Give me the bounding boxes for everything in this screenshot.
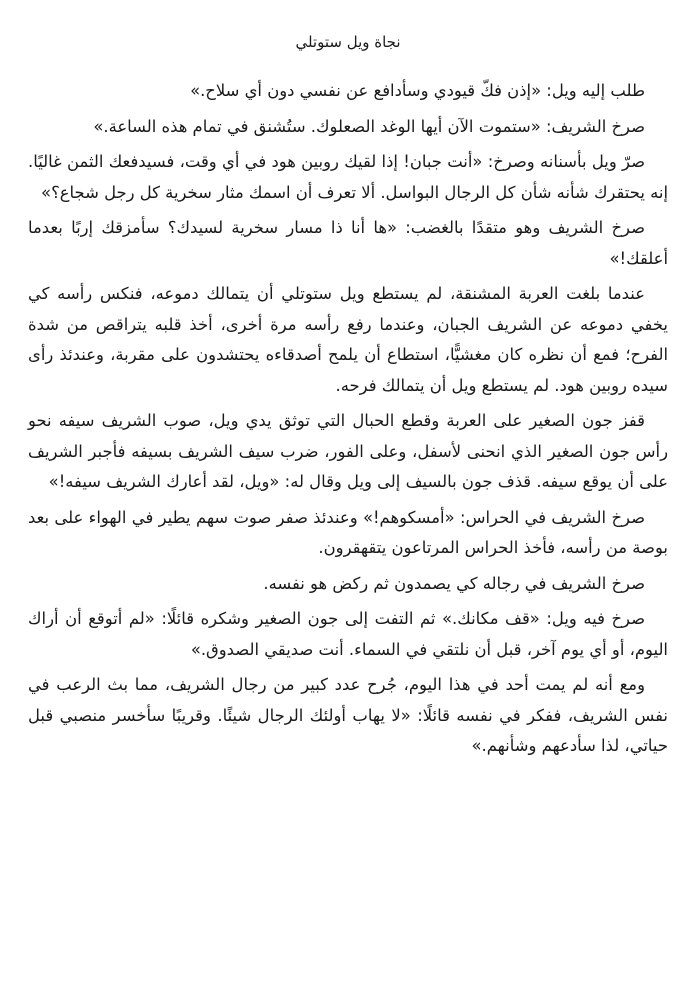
body-text — [28, 76, 668, 762]
paragraph: صرخ الشريف في الحراس: «أمسكوهم!» وعندئذ صفر صوت سهم يطير في الهواء على بعد بوصة من رأسه، فأخذ الحراس المرتاعون يتقهقرون. — [28, 507, 668, 557]
paragraph: ومع أنه لم يمت أحد في هذا اليوم، جُرح عدد كبير من رجال الشريف، مما بث الرعب في نفس الشريف، ففكر في نفسه قائلًا: «لا يهاب أولئك الرجال شيئًا. وقريبًا سأخسر منصبي قبل حياتي، لذا سأدعهم وشأنهم.» — [28, 675, 668, 755]
paragraph: صرخ الشريف: «ستموت الآن أيها الوغد الصعلوك. ستُشنق في تمام هذه الساعة.» — [93, 116, 645, 136]
paragraph: صرخ الشريف في رجاله كي يصمدون ثم ركض هو نفسه. — [263, 573, 645, 593]
paragraph: عندما بلغت العربة المشنقة، لم يستطع ويل ستوتلي أن يتمالك دموعه، فنكس رأسه كي يخفي دموعه عن الشريف الجبان، وعندما رفع رأسه مرة أخرى، أخذ قلبه يتراقص من شدة الفرح؛ فمع أن نظره كان مغشيًّا، استطاع أن يلمح أصدقاءه يحتشدون على مقربة، وعندئذ رأى سيده روبين هود. لم يستطع ويل أن يتمالك فرحه. — [28, 284, 668, 395]
page-title: نجاة ويل ستوتلي — [295, 33, 401, 51]
paragraph: صرخ فيه ويل: «قف مكانك.» ثم التفت إلى جون الصغير وشكره قائلًا: «لم أتوقع أن أراك اليوم، أو أي يوم آخر، قبل أن نلتقي في السماء. أنت صديقي الصدوق.» — [28, 609, 668, 659]
paragraph: طلب إليه ويل: «إذن فكّ قيودي وسأدافع عن نفسي دون أي سلاح.» — [190, 81, 645, 100]
paragraph: صرّ ويل بأسنانه وصرخ: «أنت جبان! إذا لقيك روبين هود في أي وقت، فسيدفعك الثمن غاليًا. إنه يحتقرك شأنه شأن كل الرجال البواسل. ألا تعرف أن اسمك مثار سخرية كل رجل شجاع؟» — [28, 152, 668, 202]
paragraph: قفز جون الصغير على العربة وقطع الحبال التي توثق يدي ويل، صوب الشريف سيفه نحو رأس جون الصغير الذي انحنى لأسفل، وعلى الفور، ضرب سيف الشريف بسيفه فأجبر الشريف على أن يوقع سيفه. قذف جون بالسيف إلى ويل وقال له: «ويل، لقد أعارك الشريف سيفه!» — [28, 411, 668, 491]
paragraph: صرخ الشريف وهو متقدًا بالغضب: «ها أنا ذا مسار سخرية لسيدك؟ سأمزقك إربًا بعدما أعلقك!» — [28, 218, 668, 268]
